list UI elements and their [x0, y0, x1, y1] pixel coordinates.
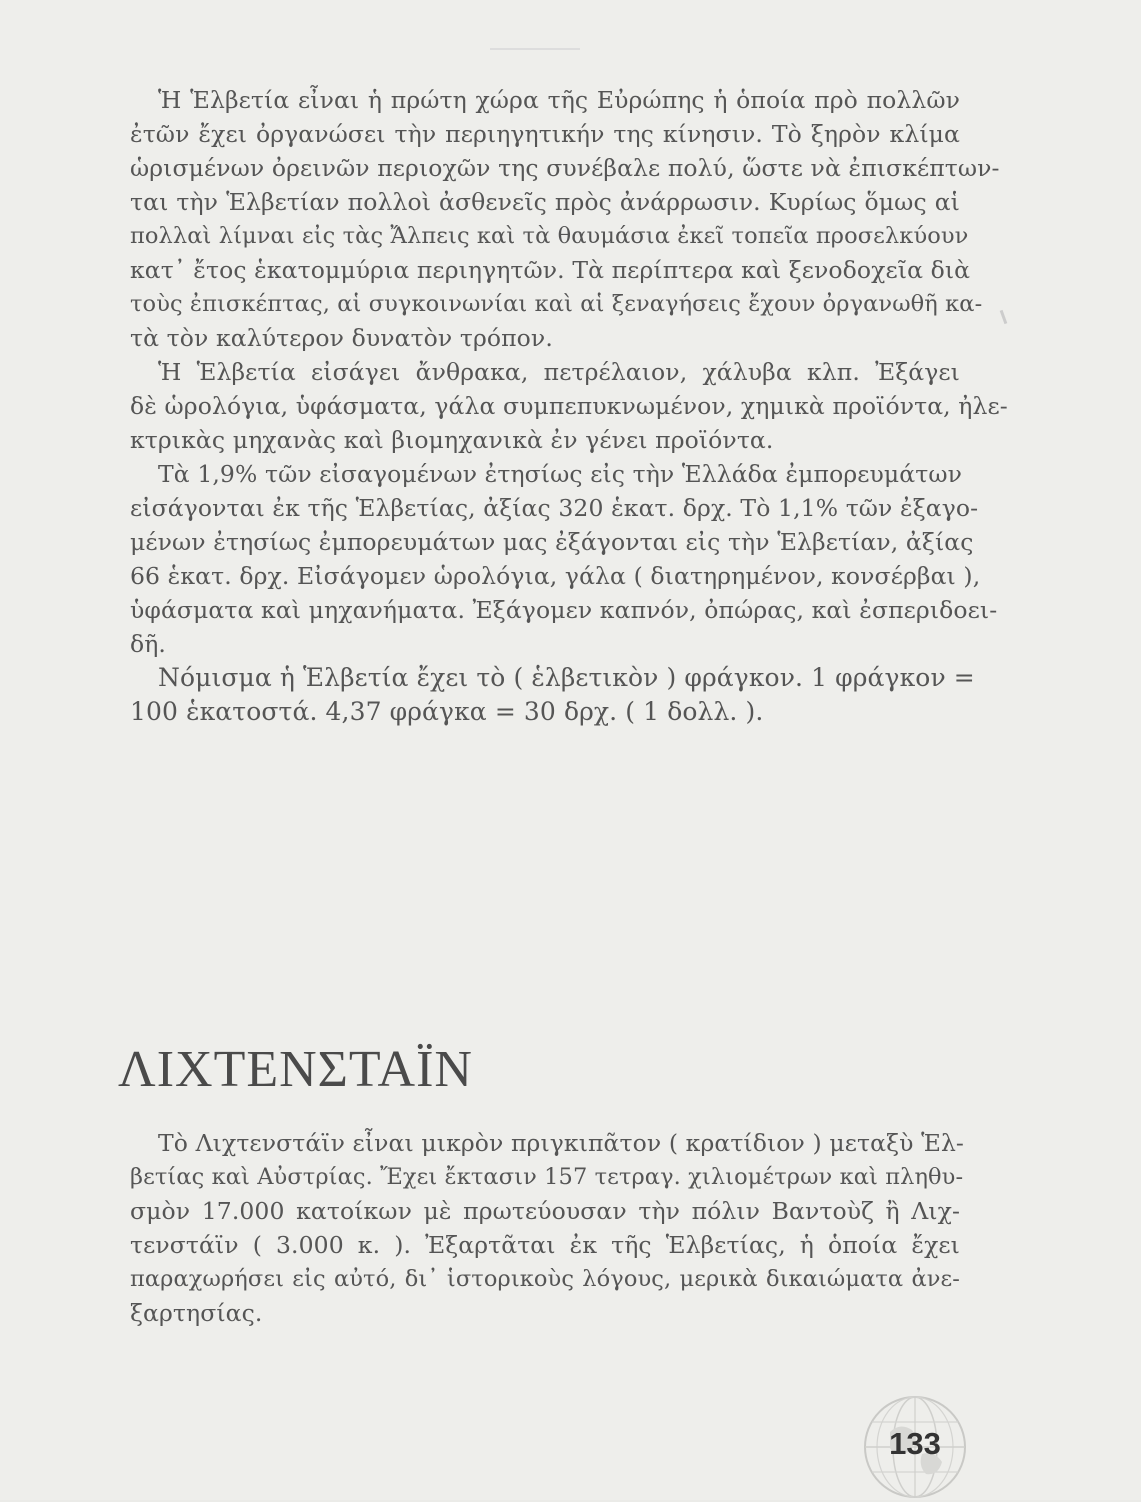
paragraph-line: Ἡ Ἑλβετία εἶναι ἡ πρώτη χώρα τῆς Εὐρώπης ἡ ὁποία πρὸ πολλῶν: [158, 86, 960, 114]
paper-mark: [490, 48, 580, 50]
paragraph-line: μένων ἐτησίως ἐμπορευμάτων μας ἐξάγονται εἰς τὴν Ἑλβετίαν, ἀξίας: [130, 528, 974, 556]
paragraph-line: δῆ.: [130, 630, 166, 658]
paragraph-line: τενστάϊν ( 3.000 κ. ). Ἐξαρτᾶται ἐκ τῆς Ἑλβετίας, ἡ ὁποία ἔχει: [130, 1231, 960, 1259]
paragraph-line: τὰ τὸν καλύτερον δυνατὸν τρόπον.: [130, 324, 553, 352]
paragraph-line: εἰσάγονται ἐκ τῆς Ἑλβετίας, ἀξίας 320 ἑκατ. δρχ. Τὸ 1,1% τῶν ἐξαγο-: [130, 494, 979, 522]
paragraph-line: Ἡ Ἑλβετία εἰσάγει ἄνθρακα, πετρέλαιον, χάλυβα κλπ. Ἐξάγει: [158, 358, 960, 386]
paragraph-line: δὲ ὡρολόγια, ὑφάσματα, γάλα συμπεπυκνωμένον, χημικὰ προϊόντα, ἠλε-: [130, 392, 1008, 420]
paragraph-line: Νόμισμα ἡ Ἑλβετία ἔχει τὸ ( ἑλβετικὸν ) φράγκον. 1 φράγκον =: [158, 663, 975, 692]
paragraph-line: κτρικὰς μηχανὰς καὶ βιομηχανικὰ ἐν γένει προϊόντα.: [130, 426, 774, 454]
paragraph-line: τοὺς ἐπισκέπτας, αἱ συγκοινωνίαι καὶ αἱ ξεναγήσεις ἔχουν ὀργανωθῆ κα-: [130, 291, 983, 317]
margin-mark: [1000, 310, 1008, 324]
paragraph-line: 100 ἑκατοστά. 4,37 φράγκα = 30 δρχ. ( 1 δολλ. ).: [130, 697, 764, 726]
section-heading: ΛΙΧΤΕΝΣΤΑΪΝ: [118, 1041, 473, 1098]
paragraph-line: 66 ἑκατ. δρχ. Εἰσάγομεν ὡρολόγια, γάλα ( διατηρημένον, κονσέρβαι ),: [130, 562, 981, 590]
paragraph-line: ται τὴν Ἑλβετίαν πολλοὶ ἀσθενεῖς πρὸς ἀνάρρωσιν. Κυρίως ὅμως αἱ: [130, 188, 960, 216]
paragraph-line: σμὸν 17.000 κατοίκων μὲ πρωτεύουσαν τὴν πόλιν Βαντοὺζ ἢ Λιχ-: [130, 1197, 960, 1225]
paragraph-line: Τὸ Λιχτενστάϊν εἶναι μικρὸν πριγκιπᾶτον ( κρατίδιον ) μεταξὺ Ἑλ-: [158, 1129, 964, 1157]
paragraph-line: ἐτῶν ἔχει ὀργανώσει τὴν περιηγητικήν της κίνησιν. Τὸ ξηρὸν κλίμα: [130, 120, 960, 148]
paragraph-line: πολλαὶ λίμναι εἰς τὰς Ἄλπεις καὶ τὰ θαυμάσια ἐκεῖ τοπεῖα προσελκύουν: [130, 223, 969, 249]
page-number: 133: [889, 1426, 941, 1461]
paragraph-line: ξαρτησίας.: [130, 1299, 263, 1327]
paragraph-line: ὡρισμένων ὀρεινῶν περιοχῶν της συνέβαλε πολύ, ὥστε νὰ ἐπισκέπτων-: [130, 154, 1000, 182]
body-text-liechtenstein: [130, 1126, 964, 1330]
paragraph-line: Τὰ 1,9% τῶν εἰσαγομένων ἐτησίως εἰς τὴν Ἑλλάδα ἐμπορευμάτων: [158, 460, 963, 488]
paragraph-line: βετίας καὶ Αὐστρίας. Ἔχει ἔκτασιν 157 τετραγ. χιλιομέτρων καὶ πληθυ-: [130, 1164, 964, 1190]
page-number-badge: [860, 1392, 970, 1502]
paragraph-line: ὑφάσματα καὶ μηχανήματα. Ἐξάγομεν καπνόν, ὀπώρας, καὶ ἐσπεριδοει-: [130, 596, 998, 624]
paragraph-line: παραχωρήσει εἰς αὐτό, δι᾽ ἱστορικοὺς λόγους, μερικὰ δικαιώματα ἀνε-: [130, 1266, 960, 1292]
body-text-switzerland: [130, 83, 1008, 729]
paragraph-line: κατ᾽ ἔτος ἑκατομμύρια περιηγητῶν. Τὰ περίπτερα καὶ ξενοδοχεῖα διὰ: [130, 256, 971, 284]
